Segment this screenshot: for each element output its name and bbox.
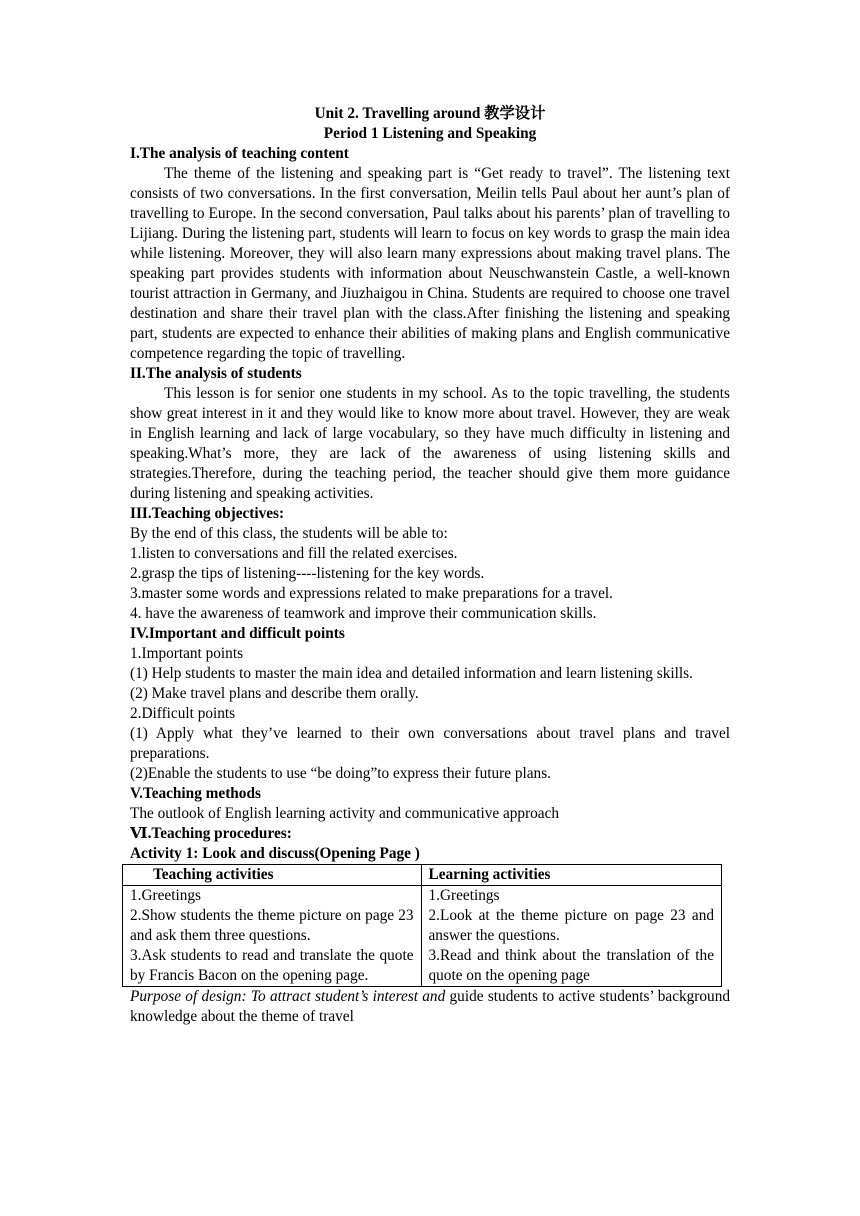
section-paragraph-2: This lesson is for senior one students in my school. As to the topic travelling, the students show great interest in it and they would like to know more about travel. However, they are weak in English learning and lack of large vocabulary, so they have much difficulty in listening and speaking.What’s more, they are lack of the awareness of using listening skills and strategies.Therefore, during the teaching period, the teacher should give them more guidance during listening and speaking activities.: [130, 385, 730, 502]
teaching-item: 1.Greetings: [130, 887, 201, 904]
learning-item: 2.Look at the theme picture on page 23 and answer the questions.: [428, 907, 714, 944]
methods-text: The outlook of English learning activity and communicative approach: [130, 805, 560, 822]
teaching-item: 2.Show students the theme picture on page 23 and ask them three questions.: [130, 907, 414, 944]
objective-line: 4. have the awareness of teamwork and improve their communication skills.: [130, 605, 597, 622]
points-line: 1.Important points: [130, 645, 244, 662]
section-heading-4: IV.Important and difficult points: [130, 625, 345, 642]
table-row: [123, 886, 722, 987]
section-paragraph-1: The theme of the listening and speaking part is “Get ready to travel”. The listening text consists of two conversations. In the first conversation, Meilin tells Paul about her aunt’s plan of travelling to Europe. In the second conversation, Paul talks about his parents’ plan of travelling to Lijiang. During the listening part, students will learn to focus on key words to grasp the main idea while listening. Moreover, they will also learn many expressions about making travel plans. The speaking part provides students with information about Neuschwanstein Castle, a well-known tourist attraction in Germany, and Jiuzhaigou in China. Students are required to choose one travel destination and share their travel plan with the class.After finishing the listening and speaking part, students are expected to enhance their abilities of making plans and English communicative competence regarding the topic of travelling.: [130, 165, 730, 362]
table-header-teaching: Teaching activities: [123, 865, 422, 886]
objective-line: 2.grasp the tips of listening----listening for the key words.: [130, 565, 485, 582]
document-page: [130, 104, 730, 1027]
document-subtitle: Period 1 Listening and Speaking: [323, 125, 537, 142]
purpose-of-design: [130, 987, 730, 1027]
table-header-learning: Learning activities: [421, 865, 722, 886]
objective-line: 1.listen to conversations and fill the related exercises.: [130, 545, 458, 562]
section-heading-2: II.The analysis of students: [130, 365, 302, 382]
document-title: Unit 2. Travelling around 教学设计: [314, 105, 546, 122]
points-line: (2) Make travel plans and describe them orally.: [130, 685, 419, 702]
activity-heading: Activity 1: Look and discuss(Opening Page ): [130, 845, 420, 862]
section-heading-3: III.Teaching objectives:: [130, 505, 285, 522]
purpose-normal: guide students to active students’ background knowledge about the theme of travel: [130, 988, 730, 1025]
activity-table: [122, 864, 722, 987]
table-header-row: [123, 865, 722, 886]
learning-item: 3.Read and think about the translation of the quote on the opening page: [428, 947, 714, 984]
points-line: (1) Apply what they’ve learned to their own conversations about travel plans and travel preparations.: [130, 725, 730, 762]
teaching-item: 3.Ask students to read and translate the quote by Francis Bacon on the opening page.: [130, 947, 414, 984]
section-heading-6: Ⅵ.Teaching procedures:: [130, 825, 292, 842]
points-line: (1) Help students to master the main idea and detailed information and learn listening skills.: [130, 665, 693, 682]
learning-activities-cell: [421, 886, 722, 987]
teaching-activities-cell: [123, 886, 422, 987]
section-heading-1: I.The analysis of teaching content: [130, 145, 349, 162]
points-line: 2.Difficult points: [130, 705, 236, 722]
section-heading-5: V.Teaching methods: [130, 785, 261, 802]
learning-item: 1.Greetings: [428, 887, 500, 904]
objective-line: By the end of this class, the students will be able to:: [130, 525, 448, 542]
objective-line: 3.master some words and expressions related to make preparations for a travel.: [130, 585, 613, 602]
points-line: (2)Enable the students to use “be doing”to express their future plans.: [130, 765, 551, 782]
purpose-italic: Purpose of design: To attract student’s interest and: [130, 988, 446, 1005]
